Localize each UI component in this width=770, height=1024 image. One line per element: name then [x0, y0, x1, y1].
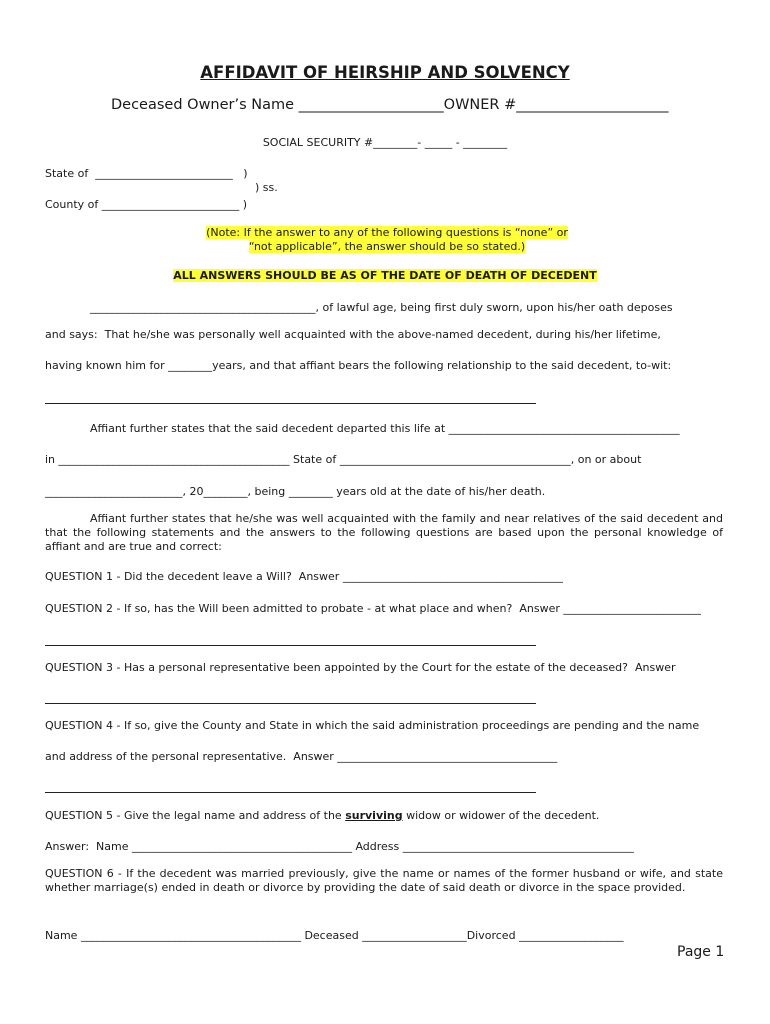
departed-line: Affiant further states that the said decedent departed this life at __________________________________________ [90, 422, 680, 435]
and-says-line: and says: That he/she was personally well acquainted with the above-named decedent, during his/her lifetime, [45, 328, 661, 341]
note-text [196, 226, 578, 254]
question-5-prefix: QUESTION 5 - Give the legal name and address of the [45, 809, 346, 822]
in-state-line: in __________________________________________ State of __________________________________________, on or about [45, 453, 642, 466]
family-paragraph [45, 512, 723, 554]
question-5-answer: Answer: Name ________________________________________ Address __________________________________________ [45, 840, 634, 853]
date-age-line: _________________________, 20________, being ________ years old at the date of his/her death. [45, 485, 546, 498]
deceased-owner-line: Deceased Owner’s Name ____________________OWNER #_____________________ [111, 97, 669, 113]
having-known-line: having known him for ________years, and that affiant bears the following relationship to the said decedent, to-wit: [45, 359, 672, 372]
family-paragraph-text: Affiant further states that he/she was well acquainted with the family and near relatives of the said decedent and that the following statements and the answers to the following questions are based upon the personal knowledge of affiant and are true and correct: [45, 512, 723, 553]
ss-mark: ) ss. [255, 181, 278, 194]
question-5 [45, 809, 599, 823]
document-title: AFFIDAVIT OF HEIRSHIP AND SOLVENCY [200, 63, 570, 82]
all-answers-heading [0, 269, 770, 282]
note-highlight: (Note: If the answer to any of the following questions is “none” or “not applicable”, the answer should be so stated.) [206, 226, 568, 253]
blank-line [45, 703, 536, 704]
county-of-line: County of _________________________ ) [45, 198, 248, 211]
state-of-line: State of _________________________ ) [45, 167, 248, 180]
question-5-emphasis: surviving [345, 809, 403, 822]
name-deceased-divorced-line: Name ________________________________________ Deceased ___________________Divorced ___________________ [45, 929, 624, 942]
question-6: QUESTION 6 - If the decedent was married previously, give the name or names of the former husband or wife, and state whether marriage(s) ended in death or divorce by providing the date of said death or divorce in the space provided. [45, 867, 723, 894]
page-number: Page 1 [677, 944, 725, 960]
question-4: QUESTION 4 - If so, give the County and State in which the said administration proceedings are pending and the name [45, 719, 700, 732]
question-5-suffix: widow or widower of the decedent. [402, 809, 600, 822]
question-4-answer: and address of the personal representative. Answer ________________________________________ [45, 750, 558, 763]
affiant-line: _________________________________________, of lawful age, being first duly sworn, upon his/her oath deposes [90, 301, 673, 314]
question-1: QUESTION 1 - Did the decedent leave a Will? Answer ________________________________________ [45, 570, 563, 583]
question-2: QUESTION 2 - If so, has the Will been admitted to probate - at what place and when? Answer _________________________ [45, 602, 701, 615]
social-security-line: SOCIAL SECURITY #________- _____ - ________ [262, 136, 508, 149]
blank-line [45, 792, 536, 793]
blank-line [45, 403, 536, 404]
question-3: QUESTION 3 - Has a personal representative been appointed by the Court for the estate of the deceased? Answer [45, 661, 676, 674]
blank-line [45, 645, 536, 646]
all-answers-highlight: ALL ANSWERS SHOULD BE AS OF THE DATE OF DEATH OF DECEDENT [173, 269, 597, 282]
